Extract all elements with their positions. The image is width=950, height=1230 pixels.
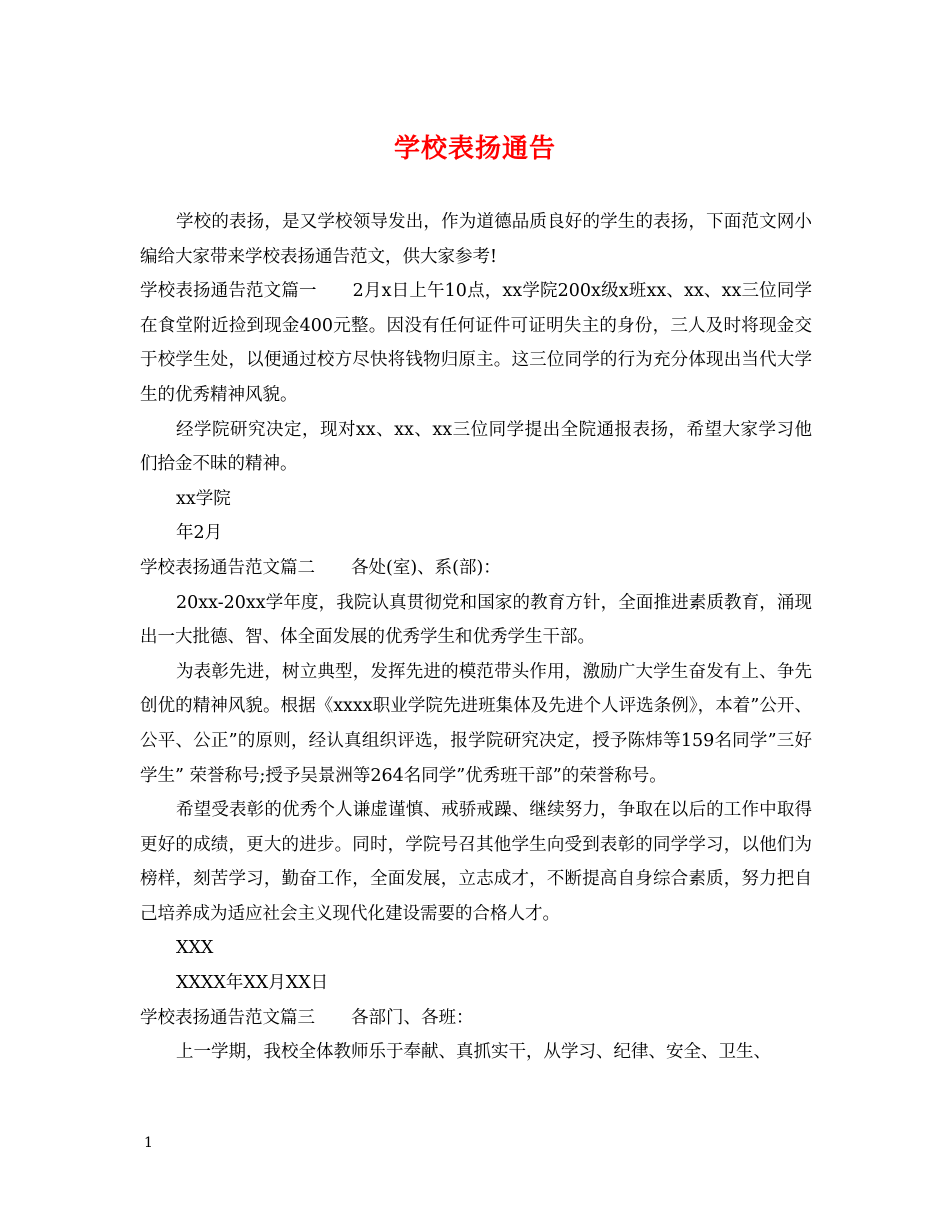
section-1-signature: xx学院 xyxy=(176,488,231,509)
section-3-paragraph-1: 上一学期，我校全体教师乐于奉献、真抓实干，从学习、纪律、安全、卫生、 xyxy=(176,1042,771,1063)
section-3-lead: 各部门、各班： xyxy=(351,1007,474,1028)
section-2-lead: 各处(室)、系(部)： xyxy=(351,557,501,578)
section-1-date: 年2月 xyxy=(176,523,223,544)
section-1-paragraph-2: 经学院研究决定，现对xx、xx、xx三位同学提出全院通报表扬，希望大家学习他们拾金不昧的精神。 xyxy=(140,419,812,475)
section-2-paragraph-1: 20xx-20xx学年度，我院认真贯彻党和国家的教育方针，全面推进素质教育，涌现出一大批德、智、体全面发展的优秀学生和优秀学生干部。 xyxy=(140,592,812,648)
page-title: 学校表扬通告 xyxy=(393,134,556,164)
section-2-signature: XXX xyxy=(176,938,214,959)
section-2-label: 学校表扬通告范文篇二 xyxy=(140,557,315,578)
section-3-label: 学校表扬通告范文篇三 xyxy=(140,1007,315,1028)
section-1-lead: 2月x日上午10点，xx学院200x级x班xx、xx、xx三位同学在食堂附近捡到现金400元整。因没有任何证件可证明失主的身份，三人及时将现金交于校学生处，以便通过校方尽快将钱物归原主。这三位同学的行为充分体现出当代大学生的优秀精神风貌。 xyxy=(140,281,812,405)
section-1-label: 学校表扬通告范文篇一 xyxy=(140,281,317,302)
section-1-heading xyxy=(140,274,812,412)
section-2-paragraph-2: 为表彰先进，树立典型，发挥先进的模范带头作用，激励广大学生奋发有上、争先创优的精神风貌。根据《xxxx职业学院先进班集体及先进个人评选条例》，本着”公开、公平、公正”的原则，经认真组织评选，报学院研究决定，授予陈炜等159名同学”三好学生” 荣誉称号;授予吴景洲等264名同学”优秀班干部”的荣誉称号。 xyxy=(140,661,812,786)
document-body xyxy=(140,205,812,1070)
section-3-heading xyxy=(140,1001,812,1036)
intro-paragraph: 学校的表扬，是又学校领导发出，作为道德品质良好的学生的表扬，下面范文网小编给大家带来学校表扬通告范文，供大家参考! xyxy=(140,212,812,267)
page-number: 1 xyxy=(144,1135,153,1151)
section-2-heading xyxy=(140,551,812,586)
section-2-paragraph-3: 希望受表彰的优秀个人谦虚谨慎、戒骄戒躁、继续努力，争取在以后的工作中取得更好的成绩，更大的进步。同时，学院号召其他学生向受到表彰的同学学习，以他们为榜样，刻苦学习，勤奋工作，全面发展，立志成才，不断提高自身综合素质，努力把自己培养成为适应社会主义现代化建设需要的合格人才。 xyxy=(140,800,812,924)
section-2-date: XXXX年XX月XX日 xyxy=(176,973,329,994)
